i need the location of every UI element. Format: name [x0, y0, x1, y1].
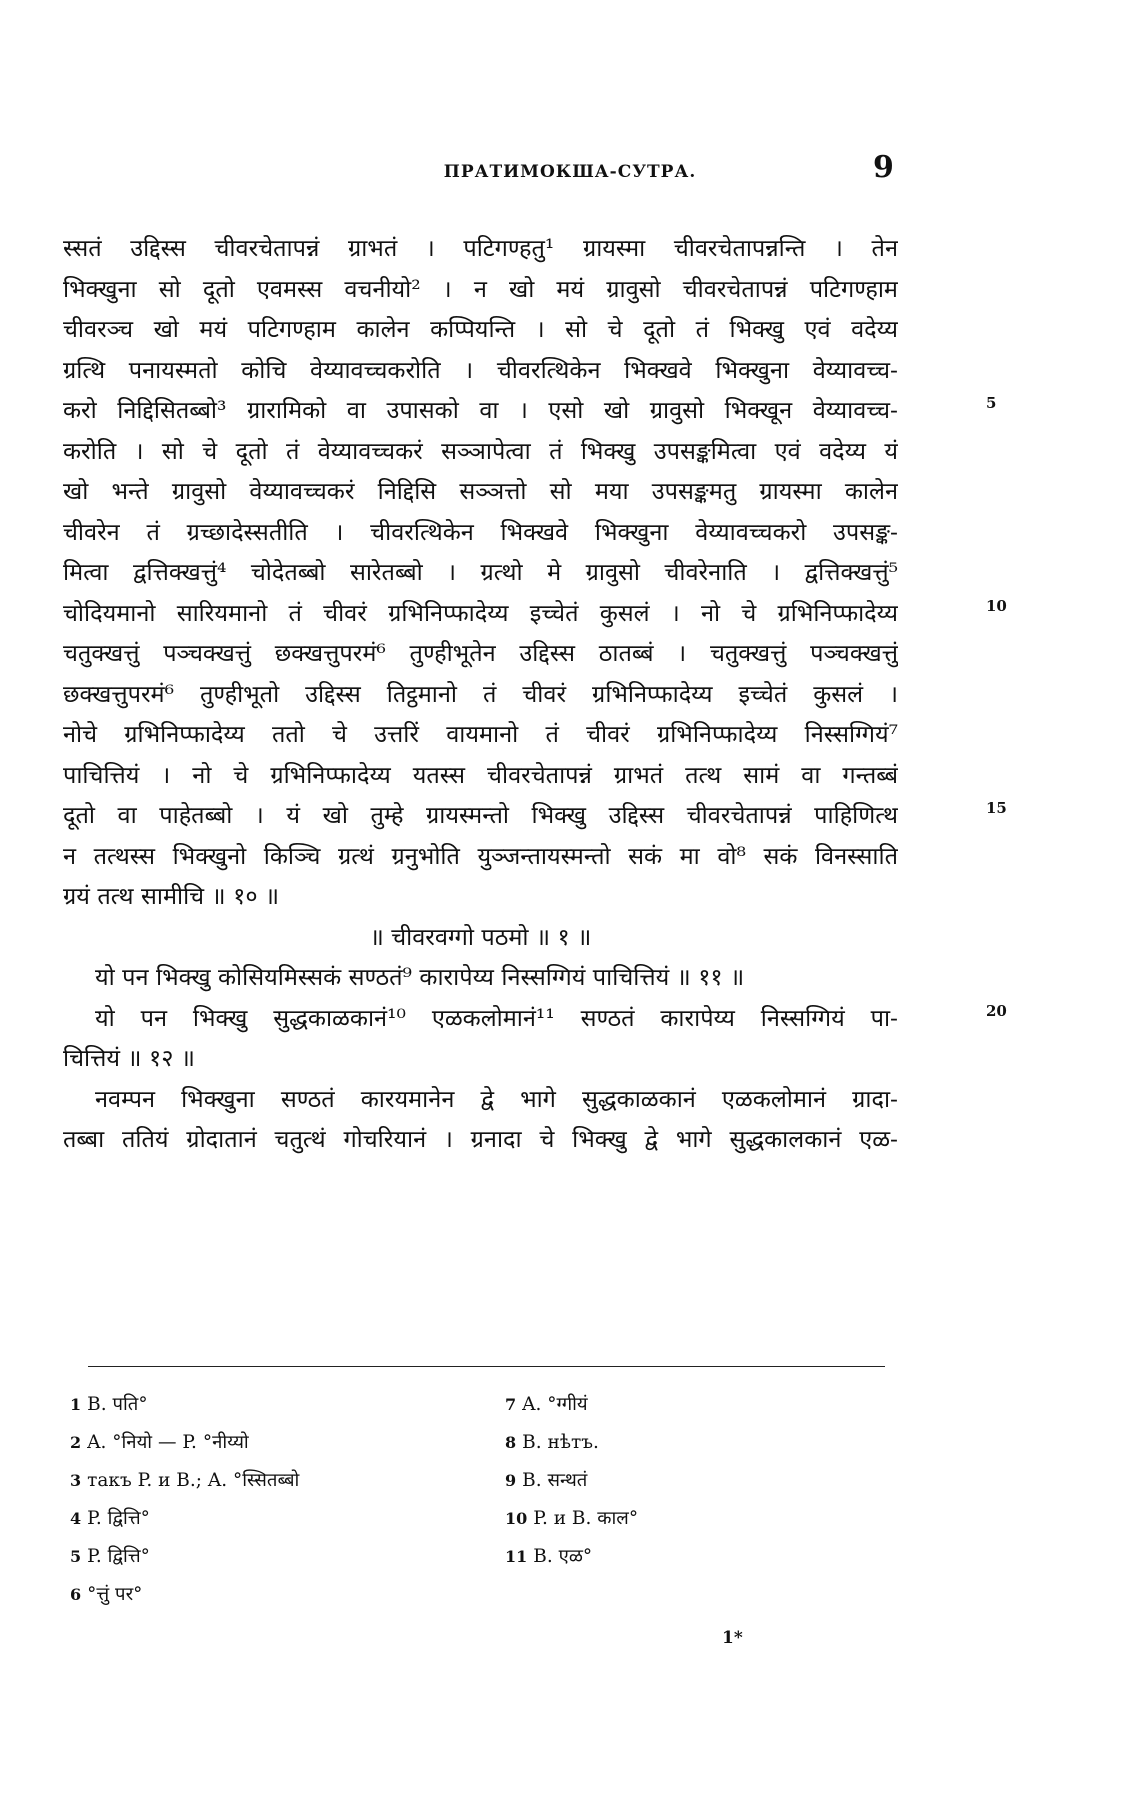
text-line: [63, 512, 898, 553]
text-line-content: खो भन्ते ग्रावुसो वेय्यावच्चकरं निद्दिसि सञ्ञत्तो सो मया उपसङ्कमतु ग्रायस्मा कालेन: [63, 477, 898, 505]
footnote-text: B. सन्थतं: [522, 1470, 588, 1491]
footnote-number: 6: [70, 1585, 82, 1604]
text-line: [63, 228, 898, 269]
text-line-content: ग्रयं तत्थ सामीचि ॥ १० ॥: [63, 882, 280, 910]
text-line: [63, 1038, 898, 1079]
footnote-text: A. °नियो — P. °नीय्यो: [87, 1432, 249, 1453]
footnote-text: B. एळ°: [533, 1546, 593, 1567]
line-number-marker: 10: [986, 596, 1007, 615]
footnote-number: 11: [505, 1547, 528, 1566]
footnote-text: B. нѣтъ.: [522, 1432, 599, 1453]
text-line-content: चतुक्खत्तुं पञ्चक्खत्तुं छक्खत्तुपरमं⁶ तुण्हीभूतेन उद्दिस्स ठातब्बं । चतुक्खत्तुं पञ्चक्खत्तुं: [63, 639, 898, 667]
body-text: [63, 228, 1007, 1160]
text-line-content: मित्वा द्वत्तिक्खत्तुं⁴ चोदेतब्बो सारेतब्बो । ग्रत्थो मे ग्रावुसो चीवरेनाति । द्वत्तिक्खत्तुं⁵: [63, 558, 898, 586]
footnote-text: B. पति°: [87, 1394, 148, 1415]
text-line: [63, 552, 898, 593]
footnotes-right-column: [505, 1386, 638, 1576]
text-line: [63, 390, 898, 431]
text-line: [63, 755, 898, 796]
running-title: ПРАТИМОКША-СУТРА.: [443, 162, 697, 182]
footnote: [505, 1386, 638, 1424]
text-line: [63, 1079, 898, 1120]
text-line: [63, 593, 898, 634]
page-number: 9: [873, 150, 894, 185]
text-line-content: चीवरेन तं ग्रच्छादेस्सतीति । चीवरत्थिकेन भिक्खवे भिक्खुना वेय्यावच्चकरो उपसङ्क-: [63, 517, 898, 546]
text-line: [63, 471, 898, 512]
text-line-content: छक्खत्तुपरमं⁶ तुण्हीभूतो उद्दिस्स तिट्ठमानो तं चीवरं ग्रभिनिप्फादेय्य इच्चेतं कुसलं ।: [63, 679, 898, 708]
footnote: [70, 1424, 299, 1462]
footnote: [70, 1462, 299, 1500]
footnote-number: 2: [70, 1433, 82, 1452]
footnote-text: A. °ग्गीयं: [522, 1394, 588, 1415]
footnote-number: 10: [505, 1509, 528, 1528]
footnote-divider: [88, 1366, 885, 1367]
line-number-marker: 15: [986, 799, 1007, 817]
text-line: [63, 876, 898, 917]
text-line-content: चोदियमानो सारियमानो तं चीवरं ग्रभिनिप्फादेय्य इच्चेतं कुसलं । नो चे ग्रभिनिप्फादेय्य: [63, 598, 898, 627]
signature-mark: 1*: [722, 1628, 743, 1648]
footnote: [505, 1500, 638, 1538]
footnote-number: 5: [70, 1547, 82, 1566]
text-line-content: करोति । सो चे दूतो तं वेय्यावच्चकरं सञ्ञापेत्वा तं भिक्खु उपसङ्कमित्वा एवं वदेय्य यं: [63, 436, 898, 465]
footnote-number: 8: [505, 1433, 517, 1452]
text-line: [63, 269, 898, 310]
text-line: [63, 309, 898, 350]
text-line-content: नवम्पन भिक्खुना सण्ठतं कारयमानेन द्वे भागे सुद्धकाळकानं एळकलोमानं ग्रादा-: [95, 1084, 898, 1113]
text-line: [63, 714, 898, 755]
text-line: [63, 350, 898, 391]
footnote: [505, 1462, 638, 1500]
footnote: [505, 1538, 638, 1576]
text-line-content: स्सतं उद्दिस्स चीवरचेतापन्नं ग्राभतं । पटिगण्हतु¹ ग्रायस्मा चीवरचेतापन्नन्ति । तेन: [63, 234, 898, 262]
footnote-text: P. द्वित्ति°: [87, 1546, 150, 1567]
footnote: [70, 1538, 299, 1576]
text-line: [63, 431, 898, 472]
text-line-content: ग्रत्थि पनायस्मतो कोचि वेय्यावच्चकरोति । चीवरत्थिकेन भिक्खवे भिक्खुना वेय्यावच्च-: [63, 355, 898, 384]
text-line-content: ॥ चीवरवग्गो पठमो ॥ १ ॥: [369, 922, 592, 951]
text-line-content: यो पन भिक्खु कोसियमिस्सकं सण्ठतं⁹ कारापेय्य निस्सग्गियं पाचित्तियं ॥ ११ ॥: [95, 963, 745, 991]
footnote-text: °त्तुं पर°: [87, 1584, 143, 1605]
line-number-marker: 5: [986, 394, 997, 412]
footnote-text: такъ P. и B.; A. °स्सितब्बो: [87, 1470, 300, 1491]
text-line-content: नोचे ग्रभिनिप्फादेय्य ततो चे उत्तरिं वायमानो तं चीवरं ग्रभिनिप्फादेय्य निस्सग्गियं⁷: [63, 720, 898, 748]
text-line-content: चित्तियं ॥ १२ ॥: [63, 1044, 195, 1072]
footnote-number: 3: [70, 1471, 82, 1490]
text-line: [63, 674, 898, 715]
line-number-marker: 20: [986, 1001, 1007, 1020]
footnote-text: P. द्वित्ति°: [87, 1508, 150, 1529]
text-line-content: भिक्खुना सो दूतो एवमस्स वचनीयो² । न खो मयं ग्रावुसो चीवरचेतापन्नं पटिगण्हाम: [63, 274, 898, 303]
footnotes-left-column: [70, 1386, 299, 1614]
footnote-number: 7: [505, 1395, 517, 1414]
text-line: [63, 998, 898, 1039]
text-line: [63, 917, 898, 958]
text-line: [63, 1119, 898, 1160]
text-line-content: न तत्थस्स भिक्खुनो किञ्चि ग्रत्थं ग्रनुभोति युञ्जन्तायस्मन्तो सकं मा वो⁸ सकं विनस्साति: [63, 841, 898, 870]
footnote-text: P. и B. काल°: [533, 1508, 639, 1529]
footnote-number: 9: [505, 1471, 517, 1490]
text-line-content: करो निद्दिसितब्बो³ ग्रारामिको वा उपासको वा । एसो खो ग्रावुसो भिक्खून वेय्यावच्च-: [63, 396, 898, 424]
footnote-number: 4: [70, 1509, 82, 1528]
text-line: [63, 795, 898, 836]
text-line: [63, 957, 898, 998]
footnote: [505, 1424, 638, 1462]
footnote-number: 1: [70, 1395, 82, 1414]
text-line: [63, 836, 898, 877]
text-line-content: यो पन भिक्खु सुद्धकाळकानं¹⁰ एळकलोमानं¹¹ सण्ठतं कारापेय्य निस्सग्गियं पा-: [95, 1003, 898, 1032]
text-line-content: चीवरञ्च खो मयं पटिगण्हाम कालेन कप्पियन्ति । सो चे दूतो तं भिक्खु एवं वदेय्य: [63, 315, 898, 343]
text-line: [63, 633, 898, 674]
footnote: [70, 1500, 299, 1538]
text-line-content: पाचित्तियं । नो चे ग्रभिनिप्फादेय्य यतस्स चीवरचेतापन्नं ग्राभतं तत्थ सामं वा गन्तब्बं: [63, 760, 898, 789]
footnote: [70, 1386, 299, 1424]
text-line-content: दूतो वा पाहेतब्बो । यं खो तुम्हे ग्रायस्मन्तो भिक्खु उद्दिस्स चीवरचेतापन्नं पाहिणित्थ: [63, 801, 898, 829]
text-line-content: तब्बा ततियं ग्रोदातानं चतुत्थं गोचरियानं । ग्रनादा चे भिक्खु द्वे भागे सुद्धकालकानं एळ-: [63, 1125, 898, 1153]
footnote: [70, 1576, 299, 1614]
